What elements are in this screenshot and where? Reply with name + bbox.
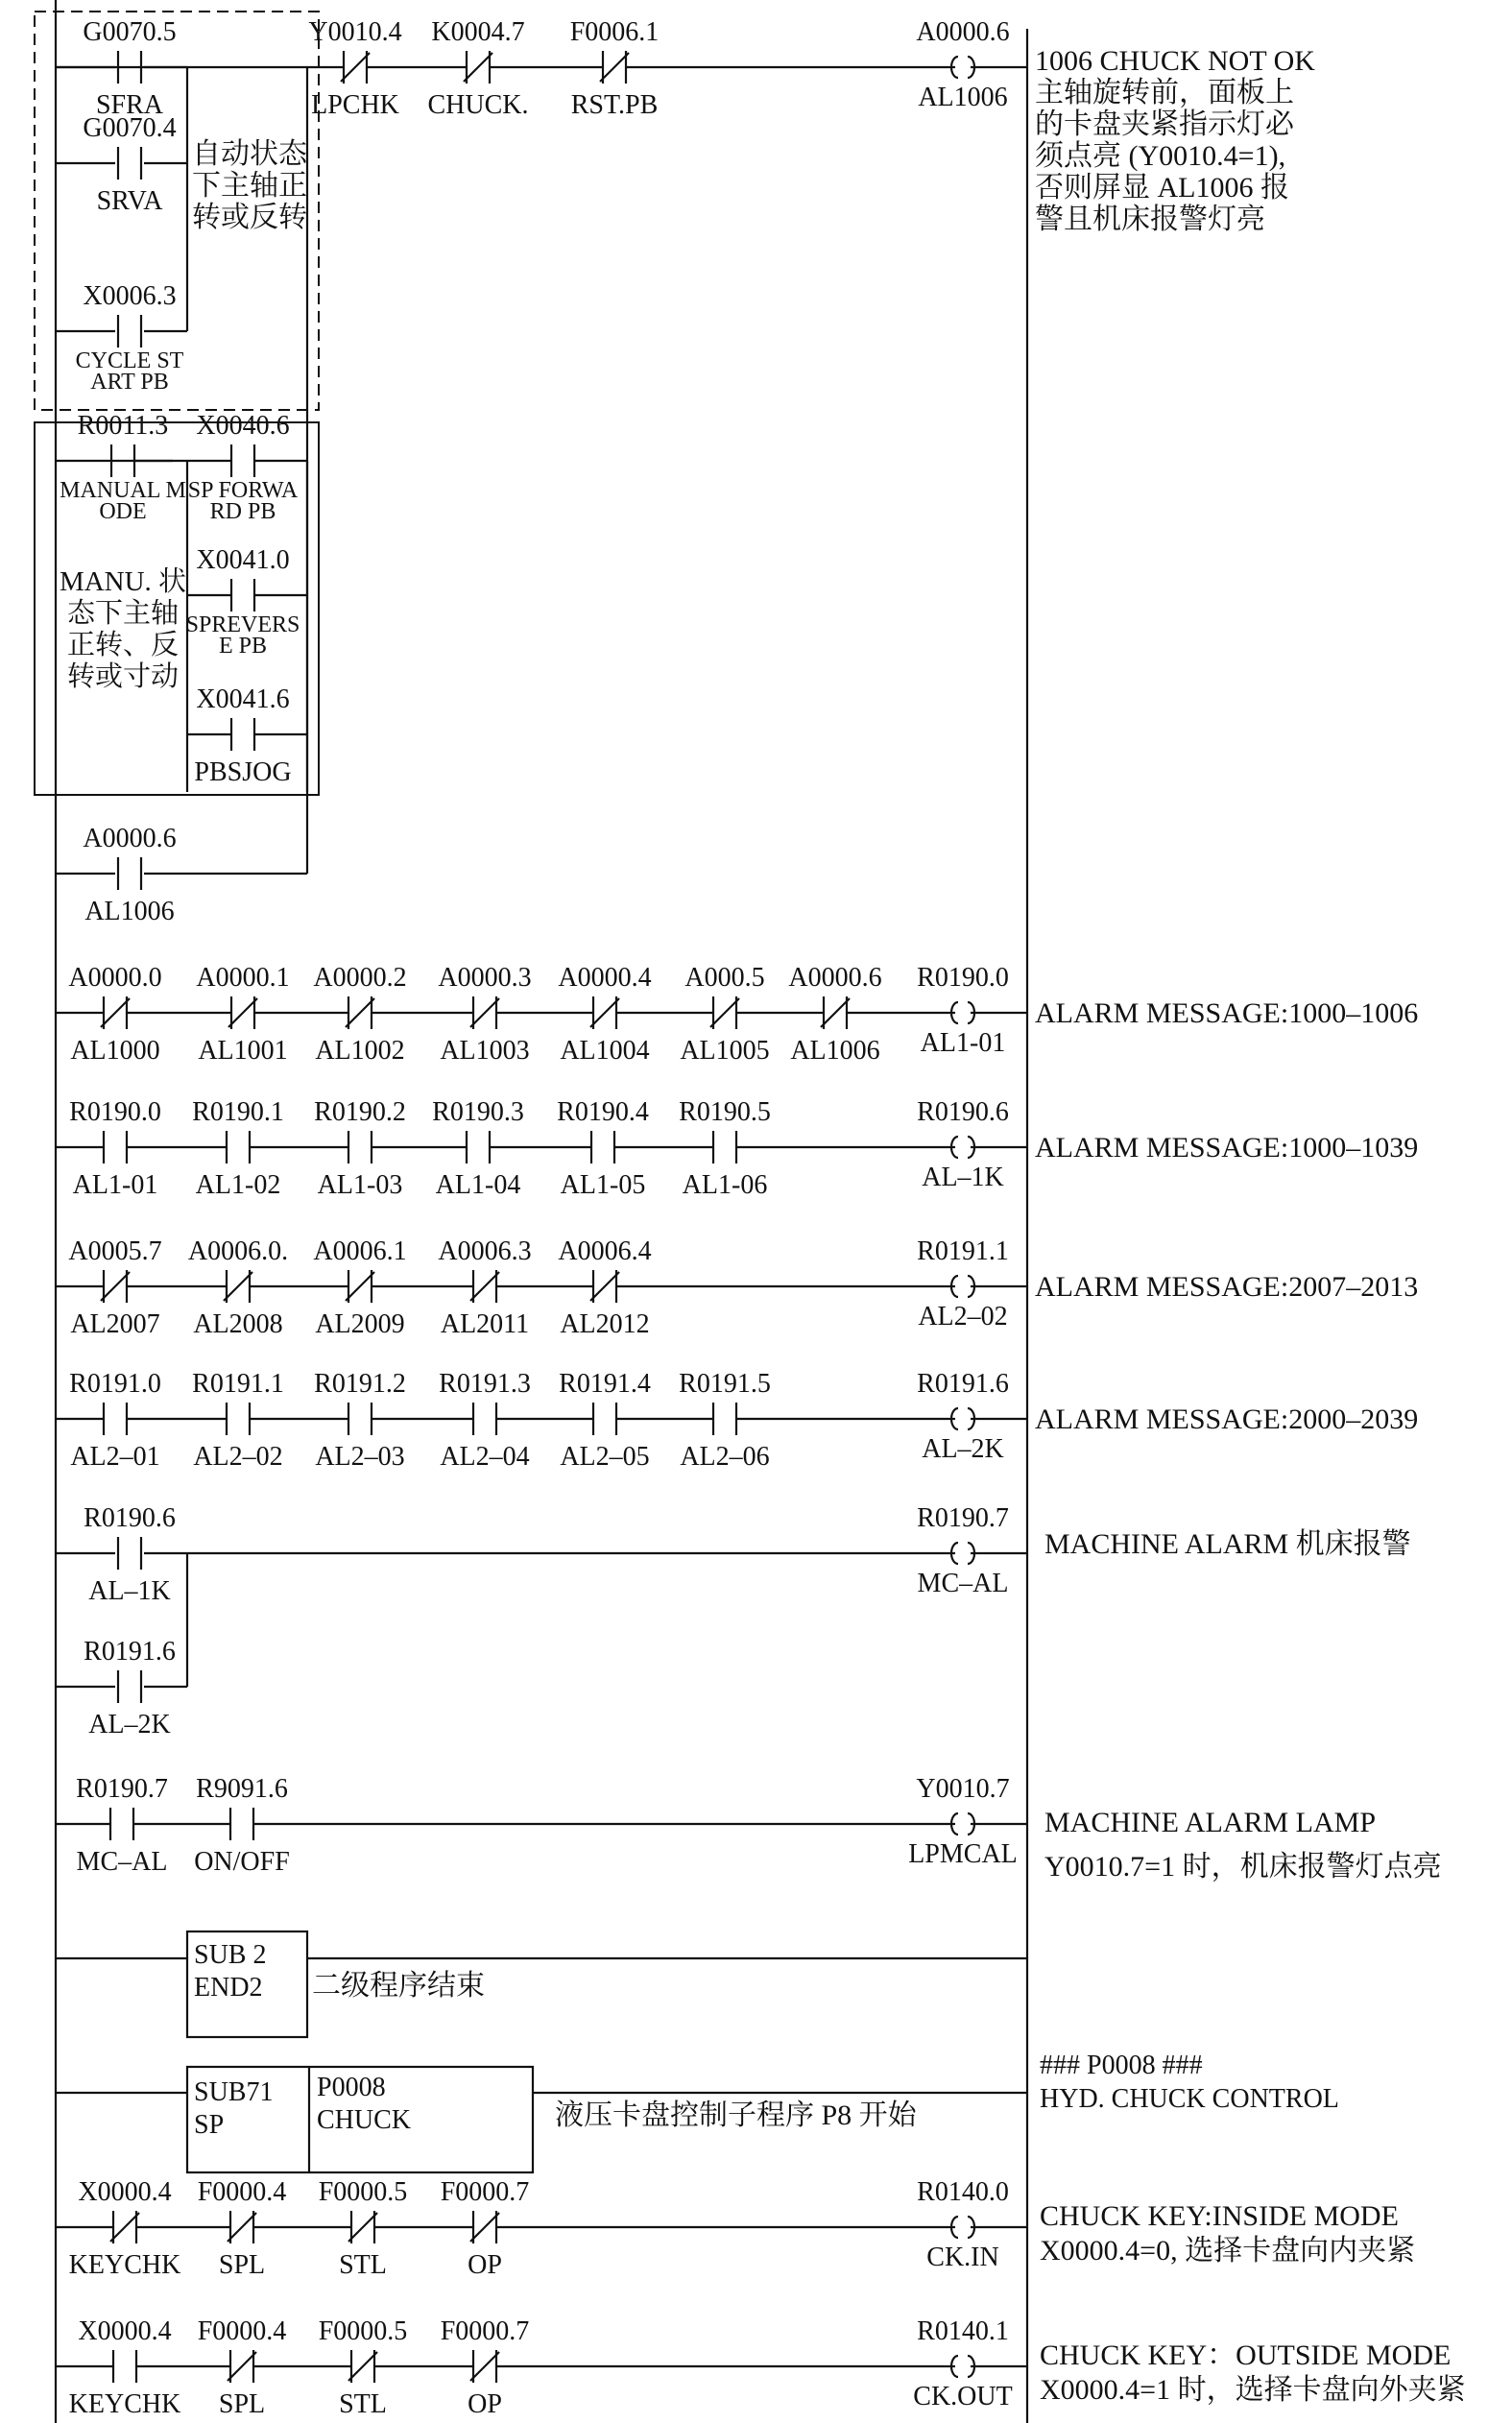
group-note: 下主轴正 — [192, 170, 307, 202]
contact-address: X0040.6 — [196, 411, 290, 441]
coil-address: R0191.6 — [917, 1369, 1009, 1399]
contact-name: MC–AL — [76, 1847, 168, 1877]
contact-address: R0191.4 — [559, 1369, 651, 1399]
sub-label: SUB71 — [194, 2077, 274, 2107]
coil-name: AL–1K — [922, 1163, 1004, 1192]
coil-address: R0140.1 — [917, 2316, 1009, 2346]
contact-name: AL1-03 — [317, 1170, 403, 1200]
coil-address: A0000.6 — [916, 17, 1010, 47]
contact-name: AL2–03 — [315, 1442, 405, 1472]
rung-comment: 1006 CHUCK NOT OK — [1035, 45, 1315, 77]
contact-name: AL1002 — [315, 1036, 405, 1066]
contact-name: AL2007 — [70, 1309, 160, 1339]
contact-name: AL1-04 — [435, 1170, 521, 1200]
contact-address: F0000.5 — [318, 2177, 408, 2207]
contact-address: A0000.3 — [438, 963, 532, 993]
contact-name: AL1006 — [84, 897, 175, 926]
contact-name: SPL — [218, 2389, 266, 2419]
contact-address: A0000.4 — [558, 963, 652, 993]
contact-address: R0191.1 — [192, 1369, 284, 1399]
contact-address: G0070.4 — [83, 113, 177, 143]
contact-name: SP FORWA — [187, 478, 299, 503]
contact-address: A0000.6 — [83, 824, 177, 853]
contact-name: AL1001 — [198, 1036, 288, 1066]
contact-address: A0006.4 — [558, 1236, 652, 1266]
coil-name: LPMCAL — [908, 1839, 1018, 1869]
contact-name: RD PB — [209, 499, 276, 524]
sub-param: P0008 — [317, 2073, 386, 2102]
rung-comment: MACHINE ALARM 机床报警 — [1044, 1528, 1411, 1560]
coil-name: AL–2K — [922, 1434, 1004, 1464]
rung-comment: HYD. CHUCK CONTROL — [1040, 2084, 1339, 2114]
contact-name: AL2–01 — [70, 1442, 160, 1472]
group-note: 转或反转 — [192, 202, 307, 233]
contact-name: OP — [468, 2250, 502, 2280]
contact-name: AL2012 — [560, 1309, 650, 1339]
contact-address: R0190.2 — [314, 1097, 406, 1127]
contact-name: AL1006 — [790, 1036, 880, 1066]
contact-name: AL2–04 — [440, 1442, 530, 1472]
contact-slash — [228, 998, 257, 1027]
contact-name: ON/OFF — [194, 1847, 290, 1877]
contact-address: R0190.5 — [679, 1097, 771, 1127]
contact-address: R0190.6 — [84, 1503, 176, 1533]
contact-address: R0191.5 — [679, 1369, 771, 1399]
contact-slash — [228, 2352, 256, 2381]
contact-address: R0191.2 — [314, 1369, 406, 1399]
coil-name: AL2–02 — [918, 1302, 1008, 1331]
coil-address: R0191.1 — [917, 1236, 1009, 1266]
contact-name: SFRA — [95, 90, 164, 120]
rung-comment: ALARM MESSAGE:2007–2013 — [1035, 1271, 1419, 1303]
contact-slash — [346, 1272, 374, 1301]
contact-slash — [101, 1272, 130, 1301]
contact-address: A0006.0. — [187, 1236, 289, 1266]
contact-slash — [600, 53, 629, 82]
coil-name: CK.OUT — [913, 2382, 1013, 2411]
rung-comment: Y0010.7=1 时，机床报警灯点亮 — [1044, 1851, 1442, 1883]
contact-slash — [110, 2213, 139, 2242]
contact-name: LPCHK — [311, 90, 399, 120]
contact-name: AL1-05 — [560, 1170, 646, 1200]
contact-name: AL1003 — [440, 1036, 530, 1066]
contact-name: AL2009 — [315, 1309, 405, 1339]
contact-slash — [341, 53, 370, 82]
contact-name: ART PB — [90, 370, 169, 395]
contact-address: A000.5 — [684, 963, 765, 993]
contact-address: F0000.7 — [440, 2177, 530, 2207]
contact-slash — [710, 998, 739, 1027]
contact-name: AL1-06 — [682, 1170, 768, 1200]
contact-name: AL2–02 — [193, 1442, 283, 1472]
group-note: MANU. 状 — [59, 566, 187, 597]
coil-address: Y0010.7 — [916, 1774, 1010, 1804]
rung-comment: ALARM MESSAGE:1000–1039 — [1035, 1132, 1419, 1164]
contact-address: A0000.0 — [68, 963, 162, 993]
contact-address: X0041.6 — [196, 684, 290, 714]
rung-comment: 警且机床报警灯亮 — [1035, 204, 1265, 235]
contact-address: R0191.3 — [439, 1369, 531, 1399]
contact-name: KEYCHK — [68, 2250, 181, 2280]
contact-address: F0006.1 — [569, 17, 660, 47]
coil-address: R0190.7 — [917, 1503, 1009, 1533]
rung-comment: 主轴旋转前，面板上 — [1035, 77, 1294, 108]
contact-address: A0000.6 — [788, 963, 882, 993]
group-note: 正转、反 — [66, 630, 180, 660]
contact-address: Y0010.4 — [308, 17, 402, 47]
rung-comment: 须点亮 (Y0010.4=1), — [1035, 140, 1286, 172]
contact-address: X0000.4 — [78, 2177, 172, 2207]
contact-name: AL1000 — [70, 1036, 160, 1066]
contact-address: R0190.3 — [432, 1097, 524, 1127]
coil-name: MC–AL — [917, 1569, 1009, 1598]
contact-address: R0190.4 — [557, 1097, 649, 1127]
contact-name: KEYCHK — [68, 2389, 181, 2419]
contact-address: R0191.6 — [84, 1637, 176, 1667]
contact-address: R0190.7 — [76, 1774, 168, 1804]
contact-name: AL2008 — [193, 1309, 283, 1339]
contact-name: AL–2K — [88, 1710, 171, 1739]
contact-address: G0070.5 — [83, 17, 177, 47]
contact-slash — [470, 2352, 499, 2381]
rung-comment: X0000.4=0, 选择卡盘向内夹紧 — [1040, 2235, 1416, 2267]
contact-address: X0041.0 — [196, 545, 290, 575]
contact-name: SPREVERS — [185, 612, 300, 637]
contact-slash — [590, 998, 619, 1027]
contact-name: PBSJOG — [194, 757, 292, 787]
contact-name: SPL — [218, 2250, 266, 2280]
contact-name: AL2011 — [440, 1309, 530, 1339]
contact-name: AL–1K — [88, 1576, 171, 1606]
contact-slash — [470, 998, 499, 1027]
contact-name: OP — [468, 2389, 502, 2419]
group-note: 态下主轴 — [66, 598, 180, 629]
coil-address: R0140.0 — [917, 2177, 1009, 2207]
rung-comment: 否则屏显 AL1006 报 — [1035, 172, 1289, 204]
rung-comment: CHUCK KEY：OUTSIDE MODE — [1040, 2339, 1452, 2371]
contact-name: ODE — [99, 499, 147, 524]
contact-address: F0000.4 — [197, 2316, 287, 2346]
contact-name: AL1-01 — [72, 1170, 158, 1200]
contact-slash — [348, 2213, 377, 2242]
contact-name: RST.PB — [570, 90, 659, 120]
coil-address: R0190.6 — [917, 1097, 1009, 1127]
contact-slash — [101, 998, 130, 1027]
rung-comment: CHUCK KEY:INSIDE MODE — [1040, 2200, 1399, 2232]
contact-address: R0190.1 — [192, 1097, 284, 1127]
contact-address: A0006.1 — [313, 1236, 407, 1266]
contact-name: STL — [339, 2250, 387, 2280]
contact-name: AL2–06 — [680, 1442, 770, 1472]
contact-address: R9091.6 — [196, 1774, 288, 1804]
contact-address: F0000.4 — [197, 2177, 287, 2207]
contact-name: SRVA — [96, 186, 163, 216]
contact-name: AL2–05 — [560, 1442, 650, 1472]
contact-address: X0006.3 — [83, 281, 177, 311]
sub-note: 液压卡盘控制子程序 P8 开始 — [555, 2099, 917, 2131]
contact-slash — [470, 1272, 499, 1301]
contact-address: X0000.4 — [78, 2316, 172, 2346]
rung-comment: 的卡盘夹紧指示灯必 — [1035, 108, 1294, 140]
sub-label: SP — [194, 2110, 225, 2140]
contact-address: R0190.0 — [69, 1097, 161, 1127]
rung-comment: ALARM MESSAGE:2000–2039 — [1035, 1403, 1419, 1435]
sub-note: 二级程序结束 — [312, 1970, 485, 2002]
contact-slash — [228, 2213, 256, 2242]
contact-address: A0000.2 — [313, 963, 407, 993]
contact-address: R0011.3 — [77, 411, 169, 441]
rung-comment: ALARM MESSAGE:1000–1006 — [1035, 997, 1419, 1029]
rung-comment: X0000.4=1 时，选择卡盘向外夹紧 — [1040, 2374, 1466, 2406]
contact-address: F0000.7 — [440, 2316, 530, 2346]
contact-name: AL1004 — [560, 1036, 650, 1066]
rung-comment: ### P0008 ### — [1040, 2051, 1203, 2080]
contact-address: A0006.3 — [438, 1236, 532, 1266]
rung-comment: MACHINE ALARM LAMP — [1044, 1807, 1377, 1838]
contact-slash — [224, 1272, 252, 1301]
sub-param: CHUCK — [317, 2105, 412, 2135]
coil-name: CK.IN — [926, 2243, 999, 2272]
coil-name: AL1-01 — [920, 1028, 1006, 1058]
group-note: 转或寸动 — [66, 661, 180, 692]
contact-name: AL1005 — [680, 1036, 770, 1066]
contact-name: STL — [339, 2389, 387, 2419]
contact-slash — [464, 53, 492, 82]
contact-slash — [590, 1272, 619, 1301]
contact-slash — [348, 2352, 377, 2381]
contact-slash — [346, 998, 374, 1027]
contact-name: CYCLE ST — [75, 348, 184, 373]
contact-address: A0000.1 — [196, 963, 290, 993]
contact-address: K0004.7 — [431, 17, 525, 47]
sub-label: END2 — [194, 1973, 263, 2003]
contact-name: MANUAL M — [60, 478, 186, 503]
contact-slash — [470, 2213, 499, 2242]
coil-address: R0190.0 — [917, 963, 1009, 993]
sub-label: SUB 2 — [194, 1940, 267, 1970]
contact-address: F0000.5 — [318, 2316, 408, 2346]
contact-name: E PB — [218, 634, 268, 659]
contact-address: A0005.7 — [68, 1236, 162, 1266]
contact-name: AL1-02 — [195, 1170, 281, 1200]
contact-address: R0191.0 — [69, 1369, 161, 1399]
coil-name: AL1006 — [918, 83, 1008, 112]
group-note: 自动状态 — [192, 138, 307, 170]
contact-slash — [821, 998, 850, 1027]
contact-name: CHUCK. — [427, 90, 529, 120]
